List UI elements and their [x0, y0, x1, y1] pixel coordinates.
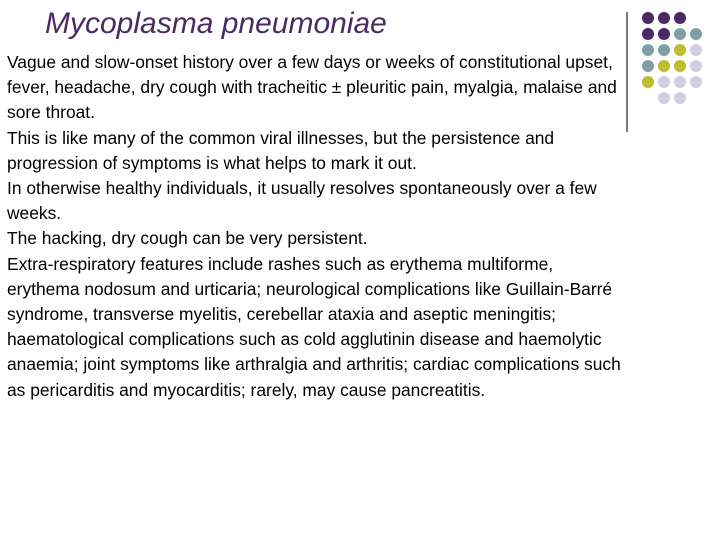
decorative-dot [658, 92, 670, 104]
decorative-dot [674, 28, 686, 40]
decorative-dot [642, 12, 654, 24]
paragraph-resolution: In otherwise healthy individuals, it usually resolves spontaneously over a few weeks. [7, 178, 597, 224]
decorative-dot-grid [640, 10, 720, 120]
slide-title: Mycoplasma pneumoniae [45, 7, 387, 40]
decorative-dot [690, 76, 702, 88]
decorative-dot [658, 28, 670, 40]
decorative-dot [642, 60, 654, 72]
decorative-dot [674, 60, 686, 72]
decorative-dot [674, 76, 686, 88]
decorative-dot [674, 12, 686, 24]
decorative-dot [642, 44, 654, 56]
paragraph-extra-respiratory: Extra-respiratory features include rashes such as erythema multiforme, erythema nodosum and urticaria; neurological complications like Guillain-Barré syndrome, transverse myelitis, cerebellar ataxia and aseptic meningitis; haematological complications such as cold agglutinin disease and haemolytic anaemia; joint symptoms like arthralgia and arthritis; cardiac complications such as pericarditis and myocarditis; rarely, may cause pancreatitis. [7, 253, 621, 400]
vertical-divider [626, 12, 628, 132]
paragraph-cough: The hacking, dry cough can be very persistent. [7, 228, 368, 249]
decorative-dot [642, 28, 654, 40]
decorative-dot [658, 76, 670, 88]
slide-body [7, 50, 622, 403]
decorative-dot [642, 76, 654, 88]
paragraph-history: Vague and slow-onset history over a few days or weeks of constitutional upset, fever, headache, dry cough with tracheitic ± pleuritic pain, myalgia, malaise and sore throat. [7, 52, 617, 123]
decorative-dot [658, 44, 670, 56]
decorative-dot [690, 28, 702, 40]
paragraph-viral-comparison: This is like many of the common viral illnesses, but the persistence and progression of symptoms is what helps to mark it out. [7, 127, 555, 173]
decorative-dot [690, 44, 702, 56]
decorative-dot [674, 44, 686, 56]
decorative-dot [674, 92, 686, 104]
decorative-dot [658, 60, 670, 72]
decorative-dot [658, 12, 670, 24]
decorative-dot [690, 60, 702, 72]
